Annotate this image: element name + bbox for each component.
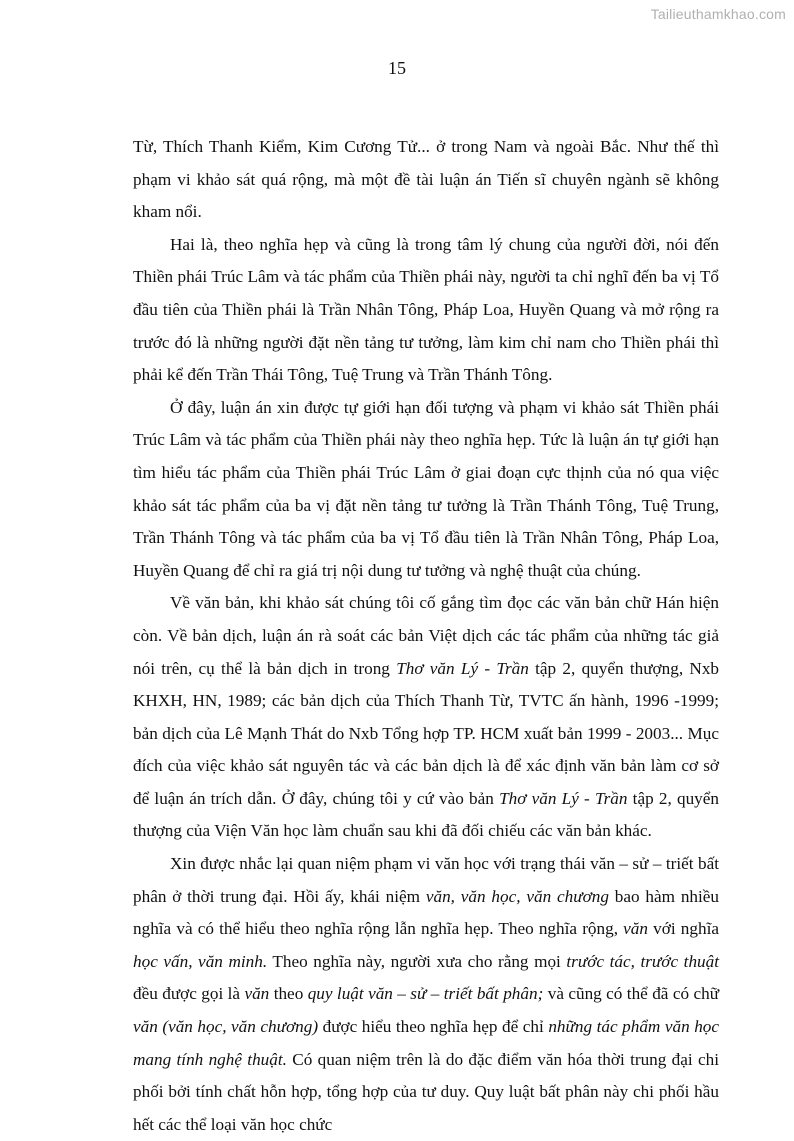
text-run: Về văn bản, khi khảo sát chúng tôi cố gắng tìm đọc các văn bản chữ Hán hiện còn. Về bản dịch, luận án rà soát các bản Việt dịch các tác phẩm của những tác giả nói trên, cụ thể là bản dịch in trong	[133, 593, 719, 678]
italic-text: văn, văn học, văn chương	[425, 886, 609, 906]
text-run: đều được gọi là	[133, 984, 245, 1004]
text-run: theo	[269, 984, 308, 1004]
text-run: Có quan niệm trên là do đặc điểm văn hóa thời trung đại chi phối bởi tính chất hỗn hợp, tổng hợp của tư duy. Quy luật bất phân này chi phối hầu hết các thể loại văn học chức	[133, 1049, 719, 1134]
italic-text: quy luật văn – sử – triết bất phân;	[307, 984, 544, 1004]
italic-text: văn	[623, 919, 648, 939]
italic-text: văn (văn học, văn chương)	[133, 1017, 319, 1037]
italic-text: trước tác, trước thuật	[566, 951, 720, 971]
page-number: 15	[388, 58, 406, 78]
italic-text: Thơ văn Lý - Trần	[499, 788, 628, 808]
text-run: Từ, Thích Thanh Kiểm, Kim Cương Tử... ở trong Nam và ngoài Bắc. Như thế thì phạm vi khảo sát quá rộng, mà một đề tài luận án Tiến sĩ chuyên ngành sẽ không kham nổi.	[133, 137, 719, 222]
italic-text: văn	[244, 984, 270, 1004]
italic-text: Thơ văn Lý - Trần	[396, 658, 529, 678]
paragraph	[133, 229, 719, 392]
italic-text: học vấn, văn minh.	[133, 951, 268, 971]
text-run: tập 2, quyển thượng, Nxb KHXH, HN, 1989; các bản dịch của Thích Thanh Từ, TVTC ấn hành, 1996 -1999; bản dịch của Lê Mạnh Thát do Nxb Tổng hợp TP. HCM xuất bản 1999 - 2003... Mục đích của việc khảo sát nguyên tác và các bản dịch là để xác định văn bản làm cơ sở để luận án trích dẫn. Ở đây, chúng tôi y cứ vào bản	[133, 658, 720, 808]
text-run: Hai là, theo nghĩa hẹp và cũng là trong tâm lý chung của người đời, nói đến Thiền phái Trúc Lâm và tác phẩm của Thiền phái này, người ta chỉ nghĩ đến ba vị Tổ đầu tiên của Thiền phái là Trần Nhân Tông, Pháp Loa, Huyền Quang và mở rộng ra trước đó là những người đặt nền tảng tư tưởng, làm kim chỉ nam cho Thiền phái thì phải kể đến Trần Thái Tông, Tuệ Trung và Trần Thánh Tông.	[133, 234, 719, 385]
paragraph	[133, 131, 719, 229]
text-run: bao hàm nhiều nghĩa và có thể hiểu theo nghĩa rộng lẫn nghĩa hẹp. Theo nghĩa rộng,	[133, 886, 720, 939]
paragraph	[133, 392, 719, 588]
text-run: với nghĩa	[648, 919, 719, 939]
paragraph	[133, 587, 719, 848]
text-run: và cũng có thể đã có chữ	[543, 984, 720, 1004]
text-run: Ở đây, luận án xin được tự giới hạn đối tượng và phạm vi khảo sát Thiền phái Trúc Lâm và tác phẩm của Thiền phái này theo nghĩa hẹp. Tức là luận án tự giới hạn tìm hiểu tác phẩm của Thiền phái Trúc Lâm ở giai đoạn cực thịnh của nó qua việc khảo sát tác phẩm của ba vị đặt nền tảng tư tưởng là Trần Thánh Tông, Tuệ Trung, Trần Thánh Tông và tác phẩm của ba vị Tổ đầu tiên là Trần Nhân Tông, Pháp Loa, Huyền Quang để chỉ ra giá trị nội dung tư tưởng và nghệ thuật của chúng.	[133, 397, 719, 580]
text-run: Xin được nhắc lại quan niệm phạm vi văn học với trạng thái văn – sử – triết bất phân ở thời trung đại. Hồi ấy, khái niệm	[133, 854, 719, 906]
watermark: Tailieuthamkhao.com	[650, 6, 786, 22]
italic-text: những tác phẩm văn học mang tính nghệ thuật.	[133, 1017, 720, 1069]
body-text	[133, 131, 719, 1141]
text-run: tập 2, quyển thượng của Viện Văn học làm chuẩn sau khi đã đối chiếu các văn bản khác.	[133, 788, 719, 841]
paragraph	[133, 848, 719, 1141]
text-run: Theo nghĩa này, người xưa cho rằng mọi	[267, 951, 567, 971]
text-run: được hiểu theo nghĩa hẹp để chỉ	[318, 1017, 549, 1037]
